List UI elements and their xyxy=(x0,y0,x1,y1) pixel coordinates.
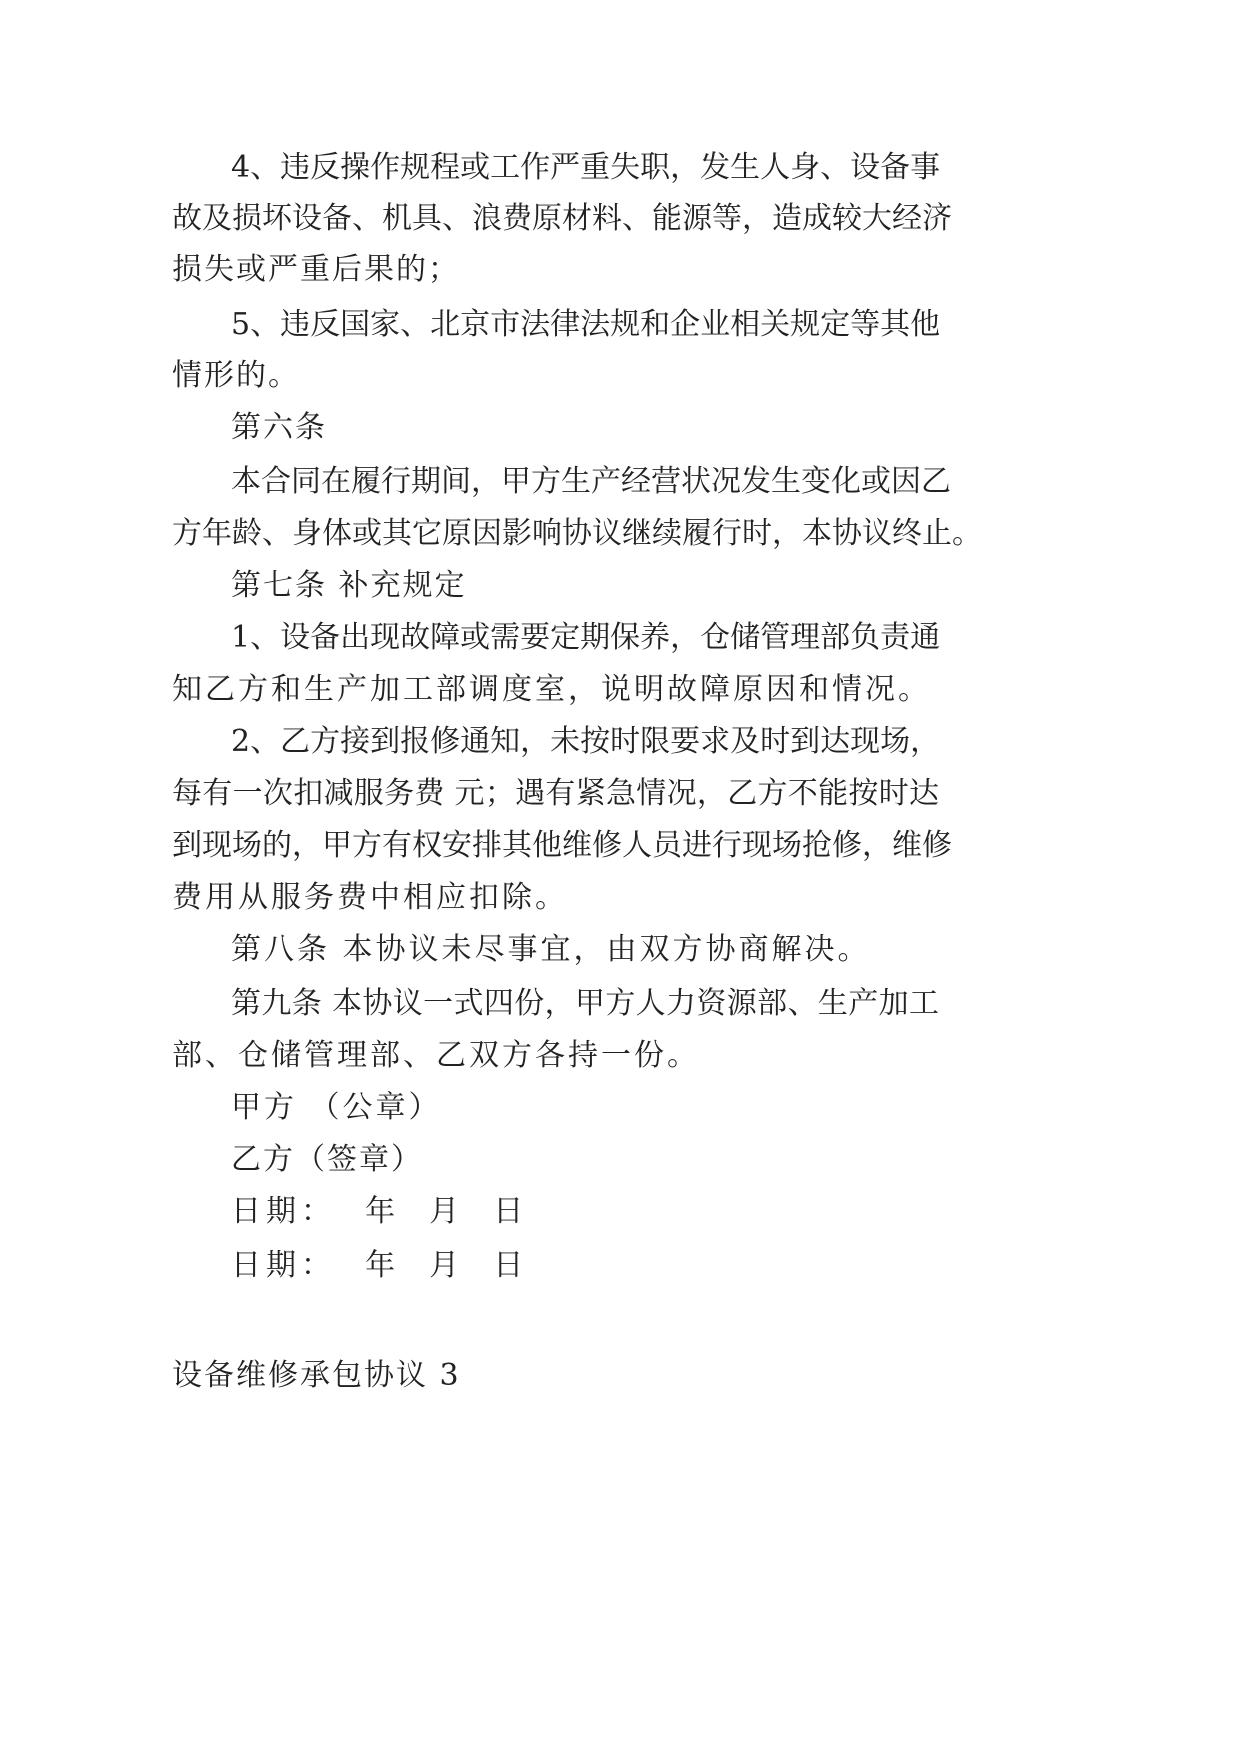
document-page: 4、违反操作规程或工作严重失职，发生人身、设备事 故及损坏设备、机具、浪费原材料、能源等，造成较大经济 损失或严重后果的； 5、违反国家、北京市法律法规和企业相关规定等其他 情形的。 第六条 本合同在履行期间，甲方生产经营状况发生变化或因乙 方年龄、身体或其它原因影响协议继续履行时，本协议终止。 第七条 补充规定 1、设备出现故障或需要定期保养，仓储管理部负责通 知乙方和生产加工部调度室，说明故障原因和情况。 2、乙方接到报修通知，未按时限要求及时到达现场， 每有一次扣减服务费 元；遇有紧急情况，乙方不能按时达 到现场的，甲方有权安排其他维修人员进行现场抢修，维修 费用从服务费中相应扣除。 第八条 本协议未尽事宜，由双方协商解决。 第九条 本协议一式四份，甲方人力资源部、生产加工 部、仓储管理部、乙双方各持一份。 甲方 （公章） 乙方（签章） 日期： 年 月 日 日期： 年 月 日 设备维修承包协议 3 xyxy=(172,150,982,1393)
